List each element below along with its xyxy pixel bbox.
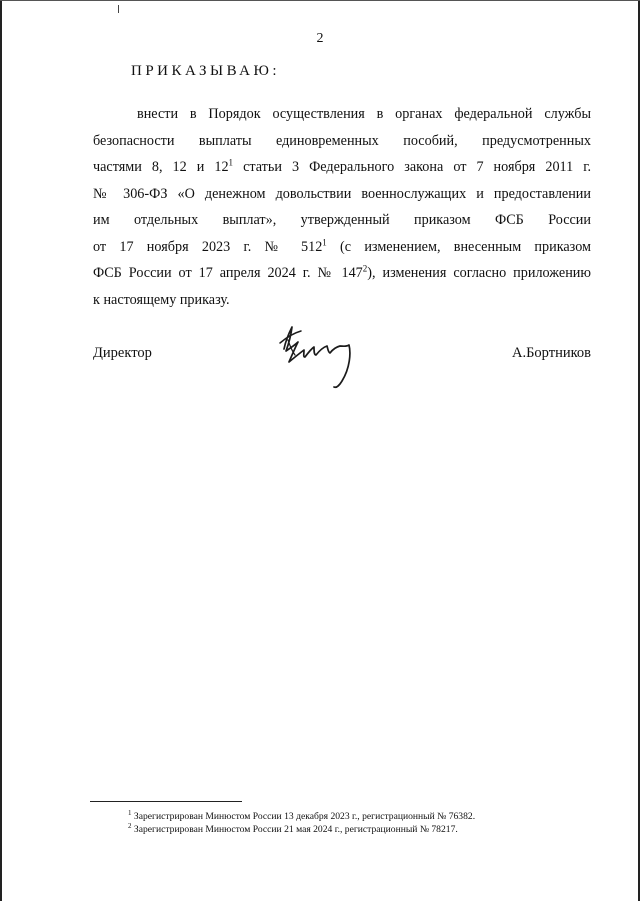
body-line: к настоящему приказу. bbox=[93, 291, 230, 308]
body-line: безопасности выплаты единовременных пособий, предусмотренных bbox=[93, 132, 591, 149]
body-line: внести в Порядок осуществления в органах федеральной службы bbox=[137, 106, 591, 122]
footnote-item: $^1$ Зарегистрирован Минюстом России 13 декабря 2023 г., регистрационный № 76382. bbox=[128, 808, 476, 822]
footnote-divider bbox=[90, 801, 242, 802]
footnote-ref: 2 bbox=[362, 263, 368, 274]
body-line: от 17 ноября 2023 г. № $512^1$ (с изменением, внесенным приказом bbox=[93, 236, 592, 255]
scan-edge-top bbox=[0, 0, 640, 1]
footnote-ref: 1 bbox=[228, 157, 234, 168]
handwritten-signature bbox=[270, 313, 370, 393]
signer-role: Директор bbox=[93, 345, 152, 361]
order-heading: ПРИКАЗЫВАЮ: bbox=[131, 63, 281, 79]
scan-edge-left bbox=[0, 0, 2, 901]
signer-name: А.Бортников bbox=[512, 345, 591, 361]
order-body bbox=[93, 101, 591, 313]
body-line: № 306-ФЗ «О денежном довольствии военнослужащих и предоставлении bbox=[93, 185, 591, 202]
page-number: 2 bbox=[316, 31, 324, 46]
body-line: им отдельных выплат», утвержденный приказом ФСБ России bbox=[93, 212, 591, 228]
scan-mark bbox=[118, 5, 119, 13]
body-line: ФСБ России от 17 апреля 2024 г. № $147^2$), изменения согласно приложению bbox=[93, 263, 591, 281]
footnote-item: $^2$ Зарегистрирован Минюстом России 21 мая 2024 г., регистрационный № 78217. bbox=[128, 821, 458, 835]
footnotes bbox=[128, 810, 475, 836]
footnote-ref: 1 bbox=[322, 236, 327, 247]
body-line: частями 8, 12 и $12^1$ статьи 3 Федерального закона от 7 ноября 2011 г. bbox=[93, 157, 591, 175]
